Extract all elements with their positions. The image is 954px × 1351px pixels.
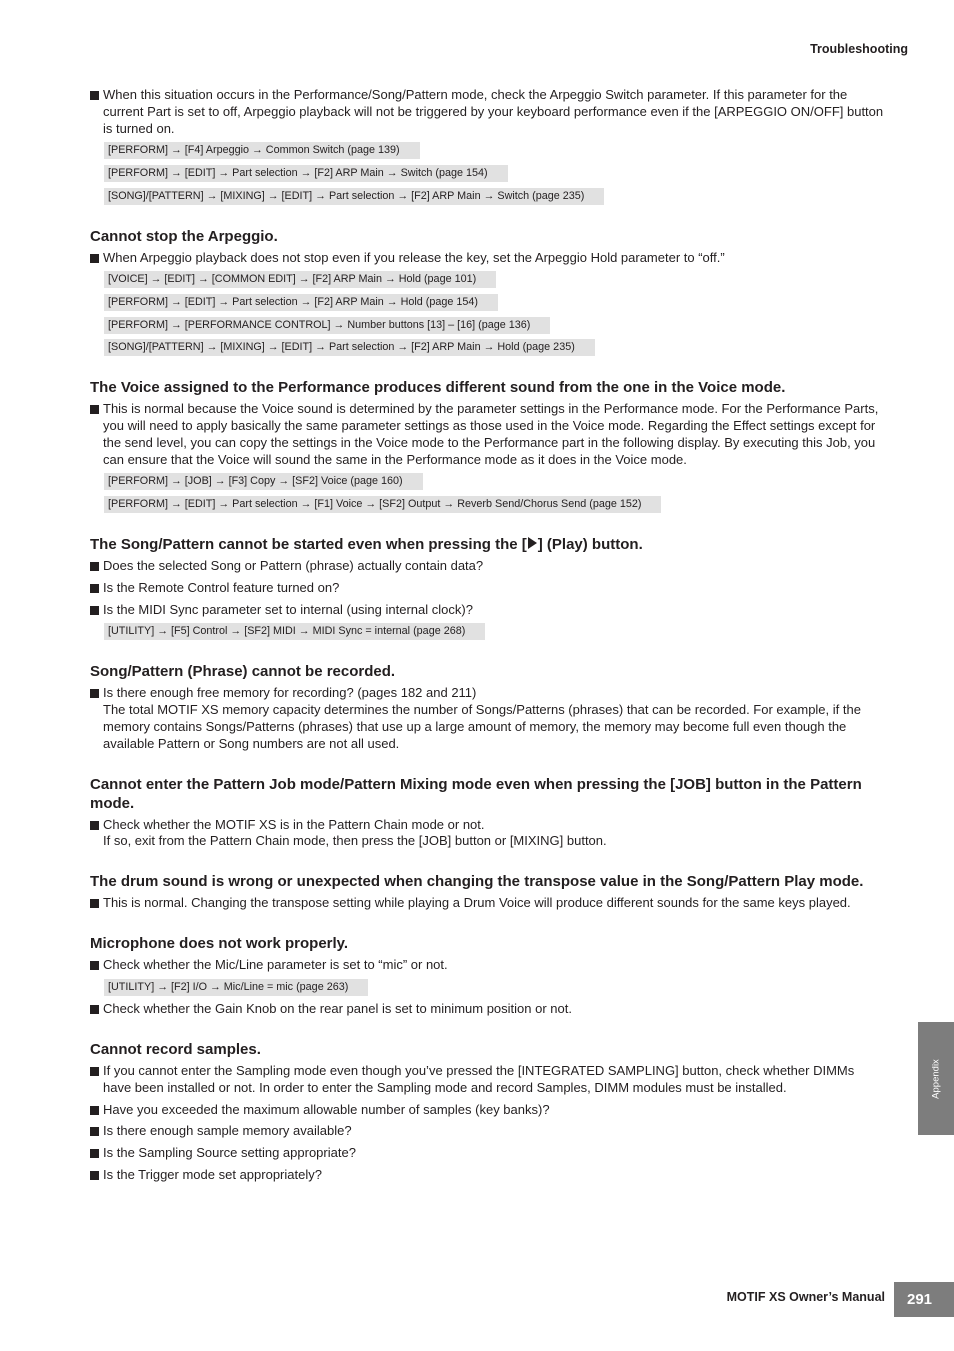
- menu-path: [PERFORM] → [F4] Arpeggio → Common Switch (page 139): [104, 142, 420, 159]
- bullet-square-icon: [90, 899, 99, 908]
- section-heading: Cannot stop the Arpeggio.: [90, 227, 278, 245]
- section-heading: Cannot enter the Pattern Job mode/Pattern Mixing mode even when pressing the [JOB] button in the Pattern mode.: [90, 775, 862, 812]
- bullet-text: If you cannot enter the Sampling mode even though you’ve pressed the [INTEGRATED SAMPLING] button, check whether DIMMs have been installed or not. In order to enter the Sampling mode and record Samples, DIMM modules must be installed.: [103, 1063, 855, 1095]
- menu-path: [PERFORM] → [EDIT] → Part selection → [F2] ARP Main → Hold (page 154): [104, 294, 498, 311]
- path-list: [104, 623, 885, 640]
- bullet-text: Check whether the Gain Knob on the rear panel is set to minimum position or not.: [103, 1001, 572, 1017]
- page-number: 291: [894, 1282, 954, 1317]
- section-heading: Song/Pattern (Phrase) cannot be recorded.: [90, 663, 396, 681]
- bullet-square-icon: [90, 606, 99, 615]
- play-icon: [528, 537, 537, 549]
- menu-path: [PERFORM] → [EDIT] → Part selection → [F2] ARP Main → Switch (page 154): [104, 165, 508, 182]
- bullet-item: [90, 1167, 885, 1184]
- section: [90, 535, 885, 640]
- bullet-continuation: If so, exit from the Pattern Chain mode, then press the [JOB] button or [MIXING] button.: [103, 833, 607, 849]
- bullet-item: [90, 602, 885, 619]
- menu-path: [PERFORM] → [JOB] → [F3] Copy → [SF2] Voice (page 160): [104, 473, 423, 490]
- bullet-text: When this situation occurs in the Performance/Song/Pattern mode, check the Arpeggio Switch parameter. If this parameter for the current Part is set to off, Arpeggio playback will not be triggered by your keyboard performance even if the [ARPEGGIO ON/OFF] button is turned on.: [103, 87, 884, 136]
- bullet-text: Is there enough sample memory available?: [103, 1123, 352, 1139]
- menu-path: [SONG]/[PATTERN] → [MIXING] → [EDIT] → Part selection → [F2] ARP Main → Switch (page 235): [104, 188, 604, 205]
- bullet-item: [90, 1001, 885, 1018]
- bullet-item: [90, 1123, 885, 1140]
- bullet-text: Is there enough free memory for recording? (pages 182 and 211): [103, 685, 477, 701]
- bullet-text: When Arpeggio playback does not stop even if you release the key, set the Arpeggio Hold parameter to “off.”: [103, 249, 725, 265]
- section: [90, 227, 885, 357]
- bullet-square-icon: [90, 254, 99, 263]
- section: [90, 378, 885, 513]
- side-tab-label: Appendix: [930, 1058, 942, 1099]
- bullet-item: [90, 580, 885, 597]
- section: [90, 662, 885, 752]
- bullet-square-icon: [90, 1149, 99, 1158]
- bullet-square-icon: [90, 689, 99, 698]
- bullet-text: Check whether the MOTIF XS is in the Pattern Chain mode or not.: [103, 816, 485, 832]
- bullet-item: [90, 250, 885, 267]
- bullet-item: [90, 1145, 885, 1162]
- bullet-square-icon: [90, 1127, 99, 1136]
- section-heading: Microphone does not work properly.: [90, 934, 349, 952]
- bullet-square-icon: [90, 1067, 99, 1076]
- bullet-text: This is normal because the Voice sound is determined by the parameter settings in the Performance mode. For the Performance Parts, you will need to apply basically the same parameter settings as those used in the Voice mode. Regarding the Effect settings except for the send level, you can copy the settings in the Voice mode to the Performance part in the following display. By executing this Job, you can ensure that the Voice will sound the same in the Performance mode as it does in the Voice mode.: [103, 401, 879, 467]
- bullet-item: [90, 685, 885, 752]
- bullet-item: [90, 817, 885, 851]
- side-tab[interactable]: [918, 1022, 954, 1135]
- heading-text: ] (Play) button.: [537, 535, 643, 553]
- section-heading: The drum sound is wrong or unexpected when changing the transpose value in the Song/Pattern Play mode.: [90, 873, 864, 891]
- section-heading: Cannot record samples.: [90, 1041, 261, 1059]
- path-list: [104, 473, 885, 513]
- header-title: Troubleshooting: [810, 42, 908, 56]
- bullet-square-icon: [90, 562, 99, 571]
- bullet-item: [90, 1102, 885, 1119]
- bullet-text: Have you exceeded the maximum allowable number of samples (key banks)?: [103, 1101, 550, 1117]
- bullet-square-icon: [90, 1005, 99, 1014]
- bullet-text: Does the selected Song or Pattern (phrase) actually contain data?: [103, 557, 484, 573]
- bullet-item: [90, 558, 885, 575]
- section: [90, 1040, 885, 1184]
- section: [90, 87, 885, 205]
- bullet-square-icon: [90, 584, 99, 593]
- section-heading: [90, 535, 885, 554]
- menu-path: [VOICE] → [EDIT] → [COMMON EDIT] → [F2] ARP Main → Hold (page 101): [104, 271, 496, 288]
- bullet-text: Is the MIDI Sync parameter set to internal (using internal clock)?: [103, 601, 473, 617]
- bullet-square-icon: [90, 1171, 99, 1180]
- bullet-square-icon: [90, 961, 99, 970]
- path-list: [104, 142, 885, 204]
- bullet-item: [90, 1063, 885, 1097]
- section: [90, 934, 885, 1018]
- path-list: [104, 979, 885, 996]
- menu-path: [SONG]/[PATTERN] → [MIXING] → [EDIT] → Part selection → [F2] ARP Main → Hold (page 235): [104, 339, 595, 356]
- menu-path: [PERFORM] → [PERFORMANCE CONTROL] → Number buttons [13] – [16] (page 136): [104, 317, 550, 334]
- heading-text: The Song/Pattern cannot be started even when pressing the [: [90, 535, 527, 553]
- bullet-item: [90, 895, 885, 912]
- section-heading: The Voice assigned to the Performance produces different sound from the one in the Voice mode.: [90, 379, 786, 397]
- bullet-square-icon: [90, 91, 99, 100]
- bullet-text: Is the Trigger mode set appropriately?: [103, 1167, 322, 1183]
- bullet-square-icon: [90, 405, 99, 414]
- bullet-item: [90, 401, 885, 468]
- menu-path: [PERFORM] → [EDIT] → Part selection → [F1] Voice → [SF2] Output → Reverb Send/Chorus Send (page 152): [104, 496, 661, 513]
- bullet-item: [90, 87, 885, 137]
- section: [90, 775, 885, 851]
- bullet-square-icon: [90, 821, 99, 830]
- bullet-text: Is the Remote Control feature turned on?: [103, 579, 340, 595]
- bullet-square-icon: [90, 1106, 99, 1115]
- bullet-text: Check whether the Mic/Line parameter is set to “mic” or not.: [103, 956, 448, 972]
- menu-path: [UTILITY] → [F5] Control → [SF2] MIDI → MIDI Sync = internal (page 268): [104, 623, 485, 640]
- content: [90, 87, 885, 1189]
- bullet-continuation: The total MOTIF XS memory capacity determines the number of Songs/Patterns (phrases) that can be recorded. For example, if the memory contains Songs/Patterns (phrases) that use up a large amount of memory, the memory may become full even though the available Pattern or Song numbers are not all used.: [103, 702, 861, 751]
- footer-title: MOTIF XS Owner’s Manual: [726, 1290, 885, 1304]
- menu-path: [UTILITY] → [F2] I/O → Mic/Line = mic (page 263): [104, 979, 368, 996]
- section: [90, 872, 885, 912]
- bullet-text: This is normal. Changing the transpose setting while playing a Drum Voice will produce different sounds for the same keys played.: [103, 895, 851, 911]
- path-list: [104, 271, 885, 356]
- bullet-item: [90, 957, 885, 974]
- bullet-text: Is the Sampling Source setting appropriate?: [103, 1145, 356, 1161]
